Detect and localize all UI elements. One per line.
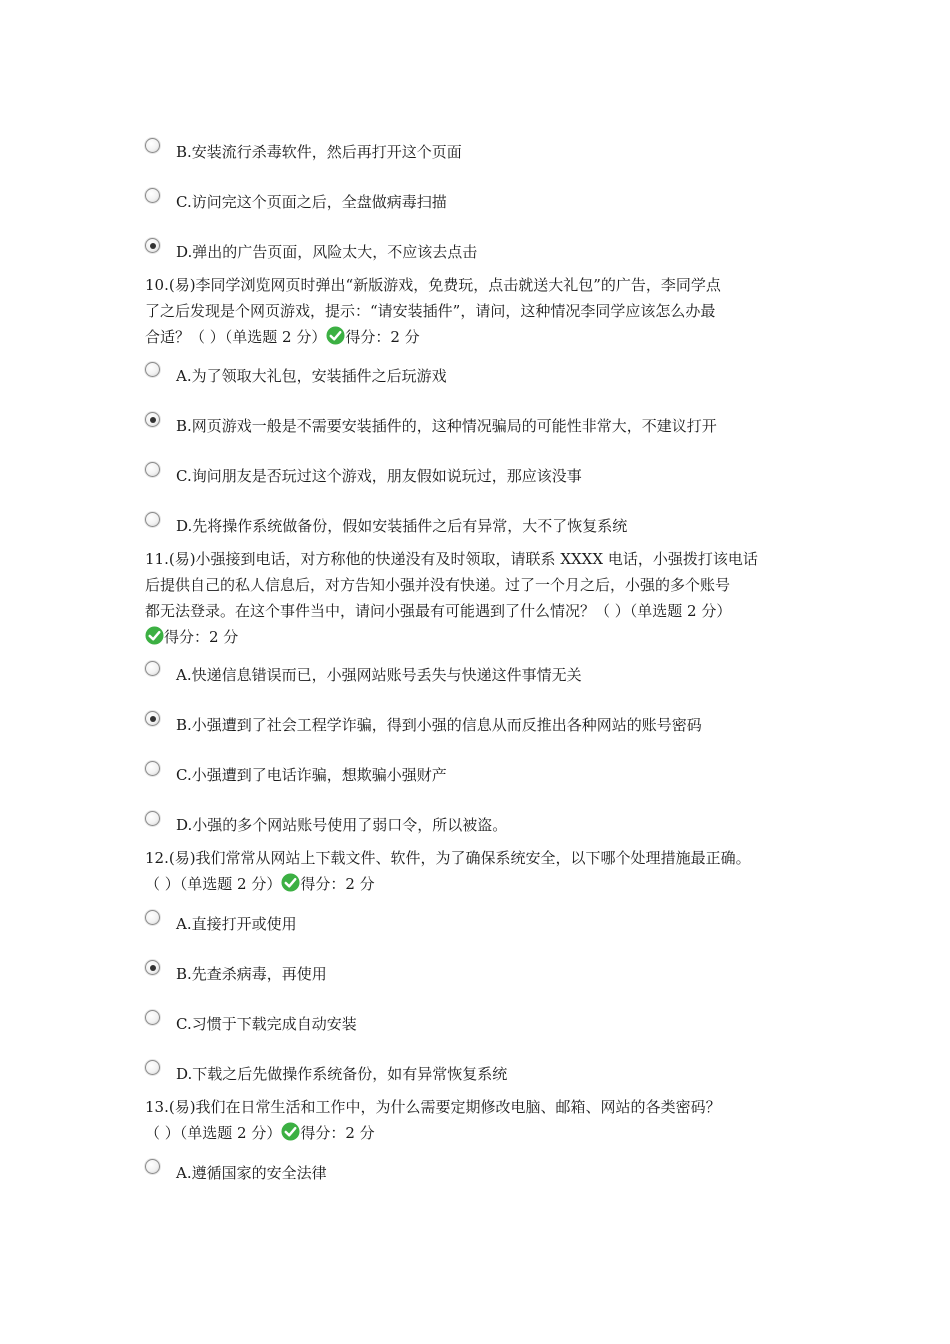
option-label: B.网页游戏一般是不需要安装插件的，这种情况骗局的可能性非常大，不建议打开	[176, 417, 717, 435]
score-text: 得分：2 分	[345, 328, 420, 346]
option-label: C.访问完这个页面之后，全盘做病毒扫描	[176, 193, 447, 211]
option-label: D.弹出的广告页面，风险太大，不应该去点击	[176, 243, 478, 261]
option-label: A.为了领取大礼包，安装插件之后玩游戏	[176, 367, 447, 385]
radio-button-icon[interactable]	[145, 138, 160, 153]
option-label: D.先将操作系统做备份，假如安装插件之后有异常，大不了恢复系统	[176, 517, 628, 535]
question-line: 10.(易)李同学浏览网页时弹出“新版游戏，免费玩，点击就送大礼包”的广告，李同学点	[145, 276, 721, 294]
q11-question	[145, 546, 825, 650]
radio-button-icon[interactable]	[145, 188, 160, 203]
radio-button-icon[interactable]	[145, 1010, 160, 1025]
question-line-last	[145, 1120, 825, 1146]
question-line: 都无法登录。在这个事件当中，请问小强最有可能遇到了什么情况？（ ）（单选题 2 分）	[145, 602, 732, 620]
radio-button-icon[interactable]	[145, 711, 160, 726]
option-label: B.小强遭到了社会工程学诈骗，得到小强的信息从而反推出各种网站的账号密码	[176, 716, 702, 734]
radio-button-icon[interactable]	[145, 238, 160, 253]
question-line-text: 合适？（ ）（单选题 2 分）	[145, 328, 327, 346]
option-label: A.直接打开或使用	[176, 915, 297, 933]
option-label: D.小强的多个网站账号使用了弱口令，所以被盗。	[176, 816, 508, 834]
check-circle-icon	[281, 873, 300, 892]
option-label: C.习惯于下载完成自动安装	[176, 1015, 357, 1033]
option-label: A.遵循国家的安全法律	[176, 1164, 327, 1182]
radio-button-icon[interactable]	[145, 362, 160, 377]
radio-button-icon[interactable]	[145, 910, 160, 925]
question-line: 13.(易)我们在日常生活和工作中，为什么需要定期修改电脑、邮箱、网站的各类密码？	[145, 1098, 721, 1116]
check-circle-icon	[326, 326, 345, 345]
option-label: B.安装流行杀毒软件，然后再打开这个页面	[176, 143, 462, 161]
radio-button-icon[interactable]	[145, 661, 160, 676]
option-label: C.小强遭到了电话诈骗，想欺骗小强财产	[176, 766, 447, 784]
radio-button-icon[interactable]	[145, 412, 160, 427]
question-line-last	[145, 871, 825, 897]
radio-button-icon[interactable]	[145, 761, 160, 776]
question-line-text: （ ）（单选题 2 分）	[145, 1124, 282, 1142]
question-line-text: （ ）（单选题 2 分）	[145, 875, 282, 893]
radio-button-icon[interactable]	[145, 960, 160, 975]
question-line: 后提供自己的私人信息后，对方告知小强并没有快递。过了一个月之后，小强的多个账号	[145, 576, 731, 594]
option-label: D.下载之后先做操作系统备份，如有异常恢复系统	[176, 1065, 508, 1083]
radio-button-icon[interactable]	[145, 1159, 160, 1174]
radio-button-icon[interactable]	[145, 811, 160, 826]
q10-question	[145, 272, 825, 350]
question-line: 了之后发现是个网页游戏，提示：“请安装插件”，请问，这种情况李同学应该怎么办最	[145, 302, 716, 320]
radio-button-icon[interactable]	[145, 462, 160, 477]
question-line-last	[145, 624, 825, 650]
radio-button-icon[interactable]	[145, 1060, 160, 1075]
check-circle-icon	[145, 626, 164, 645]
check-circle-icon	[281, 1122, 300, 1141]
question-line: 12.(易)我们常常从网站上下载文件、软件，为了确保系统安全，以下哪个处理措施最正确。	[145, 849, 751, 867]
q13-question	[145, 1094, 825, 1146]
question-line: 11.(易)小强接到电话，对方称他的快递没有及时领取，请联系 XXXX 电话，小强拨打该电话	[145, 550, 758, 568]
option-label: C.询问朋友是否玩过这个游戏，朋友假如说玩过，那应该没事	[176, 467, 582, 485]
score-text: 得分：2 分	[300, 875, 375, 893]
q12-question	[145, 845, 825, 897]
option-label: A.快递信息错误而已，小强网站账号丢失与快递这件事情无关	[176, 666, 582, 684]
score-text: 得分：2 分	[164, 628, 239, 646]
option-label: B.先查杀病毒，再使用	[176, 965, 327, 983]
score-text: 得分：2 分	[300, 1124, 375, 1142]
radio-button-icon[interactable]	[145, 512, 160, 527]
question-line-last	[145, 324, 825, 350]
